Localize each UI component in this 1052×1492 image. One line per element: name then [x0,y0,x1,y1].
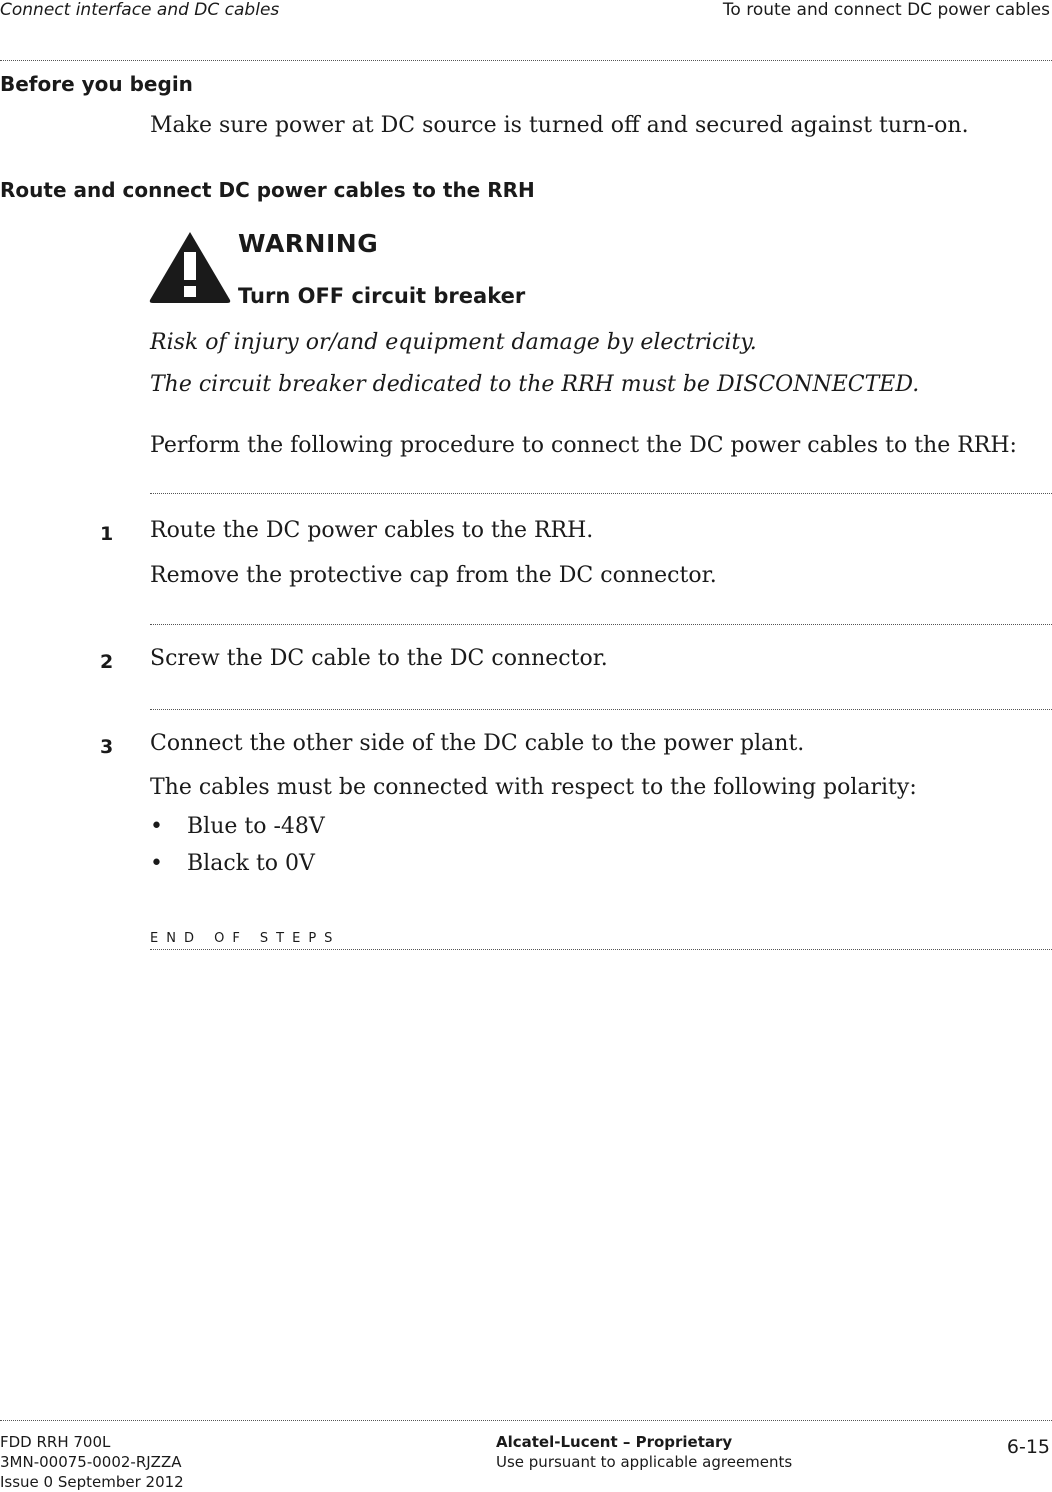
step-number: 1 [100,523,114,545]
footer-doc-number: 3MN-00075-0002-RJZZA [0,1453,182,1471]
warning-title: WARNING [238,229,379,258]
list-item-text: Blue to -48V [187,814,325,839]
header-left: Connect interface and DC cables [0,0,280,20]
header-divider [0,60,1052,61]
footer-left [0,1432,184,1492]
warning-line-2: The circuit breaker dedicated to the RRH must be DISCONNECTED. [150,372,920,397]
end-of-steps-label: END OF STEPS [150,931,341,946]
route-heading: Route and connect DC power cables to the RRH [0,178,535,202]
step-text: Route the DC power cables to the RRH. [150,518,594,543]
list-item [150,814,325,839]
footer-product: FDD RRH 700L [0,1433,111,1451]
step-text: Connect the other side of the DC cable to the power plant. [150,731,805,756]
footer-proprietary: Alcatel-Lucent – Proprietary [496,1433,733,1451]
step-text: The cables must be connected with respect to the following polarity: [150,775,917,800]
step-number: 2 [100,651,114,673]
before-heading: Before you begin [0,72,193,96]
warning-subtitle: Turn OFF circuit breaker [238,284,526,308]
step-text: Screw the DC cable to the DC connector. [150,646,608,671]
end-divider [150,949,1052,950]
step-divider [150,493,1052,494]
warning-line-1: Risk of injury or/and equipment damage by electricity. [150,330,757,355]
page-number: 6-15 [1006,1436,1050,1458]
procedure-intro: Perform the following procedure to connect the DC power cables to the RRH: [150,433,1017,458]
footer-agreement: Use pursuant to applicable agreements [496,1453,793,1471]
bullet-icon: • [150,851,163,876]
warning-triangle-icon [147,228,233,306]
footer-issue: Issue 0 September 2012 [0,1473,184,1491]
before-text: Make sure power at DC source is turned off and secured against turn-on. [150,113,969,138]
step-divider [150,709,1052,710]
list-item-text: Black to 0V [187,851,315,876]
footer-center [496,1432,792,1472]
step-number: 3 [100,736,114,758]
header-right: To route and connect DC power cables [722,0,1050,20]
list-item [150,851,315,876]
step-divider [150,624,1052,625]
bullet-icon: • [150,814,163,839]
footer-divider [0,1420,1052,1421]
step-text: Remove the protective cap from the DC connector. [150,563,717,588]
